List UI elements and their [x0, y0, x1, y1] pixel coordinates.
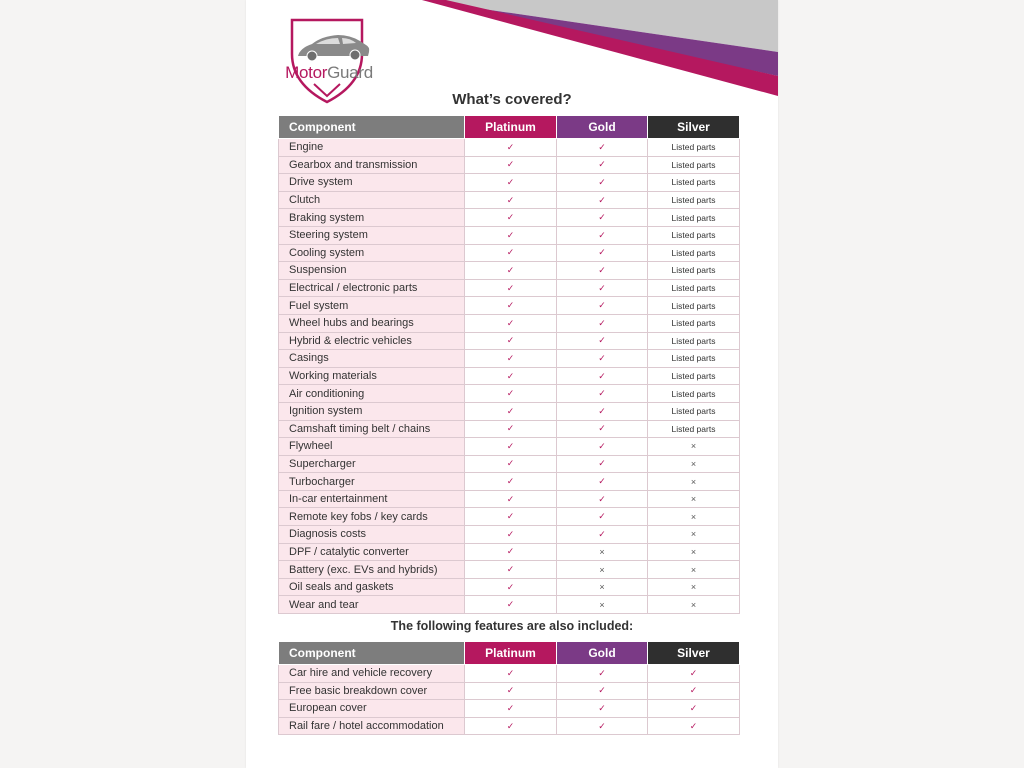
gold-cross-icon: ×	[557, 578, 648, 596]
table-row	[279, 596, 740, 614]
table-row	[279, 717, 740, 735]
table-row	[279, 508, 740, 526]
table-row	[279, 438, 740, 456]
platinum-check-icon: ✓	[465, 490, 557, 508]
platinum-check-icon: ✓	[465, 244, 557, 262]
gold-check-icon: ✓	[557, 385, 648, 403]
component-name: Drive system	[279, 174, 465, 192]
silver-cross-icon: ×	[648, 561, 740, 579]
platinum-check-icon: ✓	[465, 665, 557, 683]
component-name: Casings	[279, 350, 465, 368]
platinum-check-icon: ✓	[465, 332, 557, 350]
component-name: Rail fare / hotel accommodation	[279, 717, 465, 735]
component-name: In-car entertainment	[279, 490, 465, 508]
gold-check-icon: ✓	[557, 665, 648, 683]
gold-check-icon: ✓	[557, 420, 648, 438]
gold-check-icon: ✓	[557, 297, 648, 315]
features-table	[278, 641, 740, 735]
component-name: Engine	[279, 139, 465, 157]
silver-cross-icon: ×	[648, 578, 740, 596]
platinum-check-icon: ✓	[465, 226, 557, 244]
component-name: Flywheel	[279, 438, 465, 456]
platinum-check-icon: ✓	[465, 350, 557, 368]
platinum-check-icon: ✓	[465, 473, 557, 491]
platinum-check-icon: ✓	[465, 402, 557, 420]
silver-value: Listed parts	[648, 297, 740, 315]
gold-check-icon: ✓	[557, 717, 648, 735]
gold-check-icon: ✓	[557, 279, 648, 297]
platinum-check-icon: ✓	[465, 543, 557, 561]
column-header-platinum: Platinum	[465, 642, 557, 665]
gold-check-icon: ✓	[557, 490, 648, 508]
platinum-check-icon: ✓	[465, 139, 557, 157]
platinum-check-icon: ✓	[465, 682, 557, 700]
table-row	[279, 385, 740, 403]
silver-cross-icon: ×	[648, 473, 740, 491]
platinum-check-icon: ✓	[465, 209, 557, 227]
silver-cross-icon: ×	[648, 596, 740, 614]
platinum-check-icon: ✓	[465, 596, 557, 614]
platinum-check-icon: ✓	[465, 455, 557, 473]
table-row	[279, 156, 740, 174]
brand-name	[276, 63, 382, 83]
silver-value: Listed parts	[648, 244, 740, 262]
silver-value: Listed parts	[648, 314, 740, 332]
component-name: Battery (exc. EVs and hybrids)	[279, 561, 465, 579]
silver-value: Listed parts	[648, 385, 740, 403]
column-header-silver: Silver	[648, 116, 740, 139]
platinum-check-icon: ✓	[465, 314, 557, 332]
component-name: Remote key fobs / key cards	[279, 508, 465, 526]
column-header-component: Component	[279, 116, 465, 139]
silver-check-icon: ✓	[648, 700, 740, 718]
table-row	[279, 279, 740, 297]
gold-check-icon: ✓	[557, 438, 648, 456]
platinum-check-icon: ✓	[465, 262, 557, 280]
component-name: Camshaft timing belt / chains	[279, 420, 465, 438]
component-name: DPF / catalytic converter	[279, 543, 465, 561]
platinum-check-icon: ✓	[465, 438, 557, 456]
silver-check-icon: ✓	[648, 717, 740, 735]
component-name: Car hire and vehicle recovery	[279, 665, 465, 683]
component-name: Hybrid & electric vehicles	[279, 332, 465, 350]
silver-cross-icon: ×	[648, 543, 740, 561]
gold-check-icon: ✓	[557, 526, 648, 544]
platinum-check-icon: ✓	[465, 561, 557, 579]
table-row	[279, 226, 740, 244]
silver-value: Listed parts	[648, 402, 740, 420]
table-row	[279, 297, 740, 315]
platinum-check-icon: ✓	[465, 700, 557, 718]
gold-check-icon: ✓	[557, 455, 648, 473]
gold-check-icon: ✓	[557, 244, 648, 262]
gold-check-icon: ✓	[557, 191, 648, 209]
silver-value: Listed parts	[648, 262, 740, 280]
column-header-platinum: Platinum	[465, 116, 557, 139]
platinum-check-icon: ✓	[465, 717, 557, 735]
component-name: Ignition system	[279, 402, 465, 420]
gold-check-icon: ✓	[557, 350, 648, 368]
component-name: Clutch	[279, 191, 465, 209]
gold-check-icon: ✓	[557, 332, 648, 350]
table-row	[279, 191, 740, 209]
silver-value: Listed parts	[648, 332, 740, 350]
gold-cross-icon: ×	[557, 561, 648, 579]
gold-check-icon: ✓	[557, 402, 648, 420]
component-name: Wear and tear	[279, 596, 465, 614]
platinum-check-icon: ✓	[465, 174, 557, 192]
table-row	[279, 402, 740, 420]
silver-value: Listed parts	[648, 420, 740, 438]
table-row	[279, 139, 740, 157]
component-name: Steering system	[279, 226, 465, 244]
document-page	[246, 0, 778, 768]
table-row	[279, 244, 740, 262]
table-row	[279, 420, 740, 438]
platinum-check-icon: ✓	[465, 156, 557, 174]
coverage-header-row	[279, 116, 740, 139]
column-header-silver: Silver	[648, 642, 740, 665]
component-name: Gearbox and transmission	[279, 156, 465, 174]
table-row	[279, 490, 740, 508]
table-row	[279, 209, 740, 227]
silver-value: Listed parts	[648, 226, 740, 244]
component-name: Electrical / electronic parts	[279, 279, 465, 297]
component-name: Supercharger	[279, 455, 465, 473]
gold-check-icon: ✓	[557, 473, 648, 491]
platinum-check-icon: ✓	[465, 191, 557, 209]
silver-value: Listed parts	[648, 139, 740, 157]
table-row	[279, 665, 740, 683]
table-row	[279, 700, 740, 718]
gold-check-icon: ✓	[557, 209, 648, 227]
gold-check-icon: ✓	[557, 262, 648, 280]
column-header-component: Component	[279, 642, 465, 665]
component-name: Wheel hubs and bearings	[279, 314, 465, 332]
component-name: Turbocharger	[279, 473, 465, 491]
gold-check-icon: ✓	[557, 156, 648, 174]
brand-name-part2: Guard	[327, 63, 373, 82]
silver-check-icon: ✓	[648, 682, 740, 700]
table-row	[279, 561, 740, 579]
component-name: Suspension	[279, 262, 465, 280]
component-name: Working materials	[279, 367, 465, 385]
platinum-check-icon: ✓	[465, 508, 557, 526]
platinum-check-icon: ✓	[465, 420, 557, 438]
coverage-table	[278, 115, 740, 614]
silver-value: Listed parts	[648, 156, 740, 174]
component-name: Free basic breakdown cover	[279, 682, 465, 700]
table-row	[279, 332, 740, 350]
table-row	[279, 455, 740, 473]
table-row	[279, 367, 740, 385]
gold-cross-icon: ×	[557, 543, 648, 561]
features-header-row	[279, 642, 740, 665]
silver-value: Listed parts	[648, 367, 740, 385]
column-header-gold: Gold	[557, 116, 648, 139]
column-header-gold: Gold	[557, 642, 648, 665]
gold-check-icon: ✓	[557, 139, 648, 157]
table-row	[279, 543, 740, 561]
silver-value: Listed parts	[648, 279, 740, 297]
component-name: Air conditioning	[279, 385, 465, 403]
platinum-check-icon: ✓	[465, 526, 557, 544]
silver-value: Listed parts	[648, 209, 740, 227]
silver-cross-icon: ×	[648, 490, 740, 508]
component-name: Diagnosis costs	[279, 526, 465, 544]
gold-check-icon: ✓	[557, 682, 648, 700]
component-name: Braking system	[279, 209, 465, 227]
table-row	[279, 526, 740, 544]
silver-cross-icon: ×	[648, 455, 740, 473]
component-name: Oil seals and gaskets	[279, 578, 465, 596]
component-name: Cooling system	[279, 244, 465, 262]
gold-check-icon: ✓	[557, 508, 648, 526]
table-row	[279, 682, 740, 700]
silver-cross-icon: ×	[648, 508, 740, 526]
gold-check-icon: ✓	[557, 226, 648, 244]
platinum-check-icon: ✓	[465, 297, 557, 315]
silver-cross-icon: ×	[648, 438, 740, 456]
gold-check-icon: ✓	[557, 367, 648, 385]
platinum-check-icon: ✓	[465, 367, 557, 385]
table-row	[279, 578, 740, 596]
silver-value: Listed parts	[648, 174, 740, 192]
gold-check-icon: ✓	[557, 314, 648, 332]
table-row	[279, 350, 740, 368]
silver-check-icon: ✓	[648, 665, 740, 683]
silver-value: Listed parts	[648, 191, 740, 209]
gold-check-icon: ✓	[557, 700, 648, 718]
table-row	[279, 473, 740, 491]
table-row	[279, 314, 740, 332]
platinum-check-icon: ✓	[465, 279, 557, 297]
table-row	[279, 174, 740, 192]
component-name: Fuel system	[279, 297, 465, 315]
component-name: European cover	[279, 700, 465, 718]
gold-cross-icon: ×	[557, 596, 648, 614]
page-title: What’s covered?	[452, 91, 572, 108]
section-heading-features: The following features are also included:	[390, 619, 634, 633]
silver-cross-icon: ×	[648, 526, 740, 544]
silver-value: Listed parts	[648, 350, 740, 368]
brand-name-part1: Motor	[285, 63, 328, 82]
platinum-check-icon: ✓	[465, 578, 557, 596]
table-row	[279, 262, 740, 280]
platinum-check-icon: ✓	[465, 385, 557, 403]
gold-check-icon: ✓	[557, 174, 648, 192]
